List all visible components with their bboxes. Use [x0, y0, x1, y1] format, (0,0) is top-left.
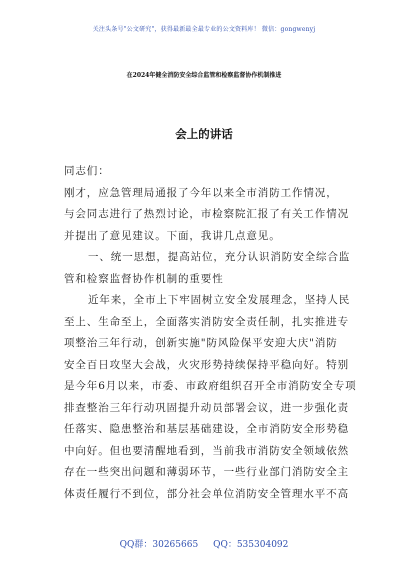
section-heading-line: 管和检察监督协作机制的重要性 — [64, 272, 224, 285]
section-heading-line: 一、统一思想，提高站位，充分认识消防安全综合监 — [88, 251, 351, 263]
body-line: 存在一些突出问题和薄弱环节，一些行业部门消防安全主 — [64, 466, 349, 478]
body-line: 体责任履行不到位，部分社会单位消防安全管理水平不高 — [64, 487, 349, 500]
document-title-line1: 在2024年健全消防安全综合监管和检察监督协作机制推进 — [126, 72, 282, 79]
footer-contact — [0, 537, 408, 550]
footer-qq-group: QQ群：30265665 — [119, 540, 199, 550]
footer-qq: QQ：535304092 — [213, 540, 289, 550]
document-body — [64, 161, 360, 505]
body-line: 至上、生命至上，全面落实消防安全责任制，扎实推进专 — [64, 315, 349, 328]
header-promo-note: 关注头条号"公文研究"，获得最新最全最专业的公文资料库！ 微信：gongwenyj — [92, 26, 316, 33]
document-title-line2: 会上的讲话 — [175, 127, 233, 141]
body-line: 近年来，全市上下牢固树立安全发展理念，坚持人民 — [88, 294, 351, 306]
body-line: 刚才，应急管理局通报了今年以来全市消防工作情况， — [64, 186, 338, 199]
body-line: 安全百日攻坚大会战，火灾形势持续保持平稳向好。特别 — [64, 358, 349, 371]
body-line: 是今年6月以来，市委、市政府组织召开全市消防安全专项 — [64, 380, 357, 392]
body-line: 任落实、隐患整治和基层基础建设，全市消防安全形势稳 — [64, 423, 349, 435]
body-line: 中向好。但也要清醒地看到，当前我市消防安全领域依然 — [64, 444, 349, 457]
salutation: 同志们： — [64, 165, 110, 177]
body-line: 与会同志进行了热烈讨论，市检察院汇报了有关工作情况 — [64, 208, 349, 220]
body-line: 并提出了意见建议。下面，我讲几点意见。 — [64, 229, 281, 242]
body-line: 排查整治三年行动巩固提升动员部署会议，进一步强化责 — [64, 401, 349, 414]
body-line: 项整治三年行动，创新实施"防风险保平安迎大庆"消防 — [64, 337, 338, 349]
